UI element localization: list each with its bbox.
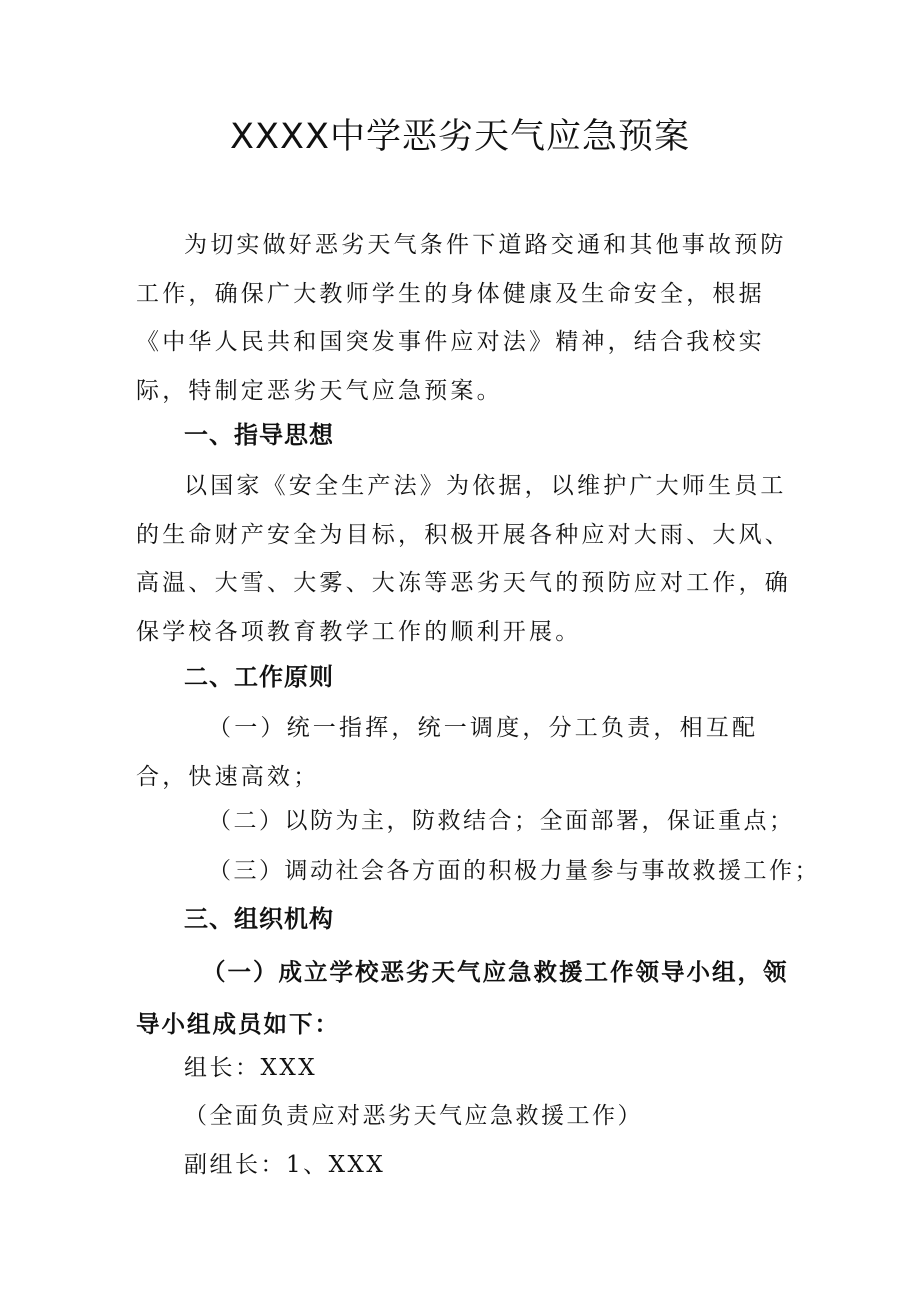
organization-subheading: （一）成立学校恶劣天气应急救援工作领导小组，领导小组成员如下： — [136, 958, 789, 1038]
group-leader-line: 组长：XXX — [184, 1055, 318, 1081]
group-leader-duty-line: （全面负责应对恶劣天气应急救援工作） — [184, 1103, 643, 1129]
guiding-ideology-paragraph: 以国家《安全生产法》为依据，以维护广大师生员工的生命财产安全为目标，积极开展各种应对大雨、大风、高温、大雪、大雾、大冻等恶劣天气的预防应对工作，确保学校各项教育教学工作的顺利开展。 — [136, 473, 791, 645]
section-heading-organization: 三、组织机构 — [184, 905, 334, 933]
principle-item-1: （一）统一指挥，统一调度，分工负责，相互配合，快速高效； — [136, 715, 759, 790]
section-heading-guiding-ideology: 一、指导思想 — [184, 421, 334, 449]
deputy-leader-line: 副组长：1、XXX — [184, 1152, 386, 1178]
principle-item-2: （二）以防为主，防救结合；全面部署，保证重点； — [208, 808, 795, 834]
document-title: XXXX中学恶劣天气应急预案 — [230, 117, 690, 157]
section-heading-work-principles: 二、工作原则 — [184, 663, 334, 691]
intro-paragraph: 为切实做好恶劣天气条件下道路交通和其他事故预防工作，确保广大教师学生的身体健康及生命安全，根据《中华人民共和国突发事件应对法》精神，结合我校实际，特制定恶劣天气应急预案。 — [136, 232, 787, 404]
principle-item-3: （三）调动社会各方面的积极力量参与事故救援工作； — [208, 858, 820, 884]
